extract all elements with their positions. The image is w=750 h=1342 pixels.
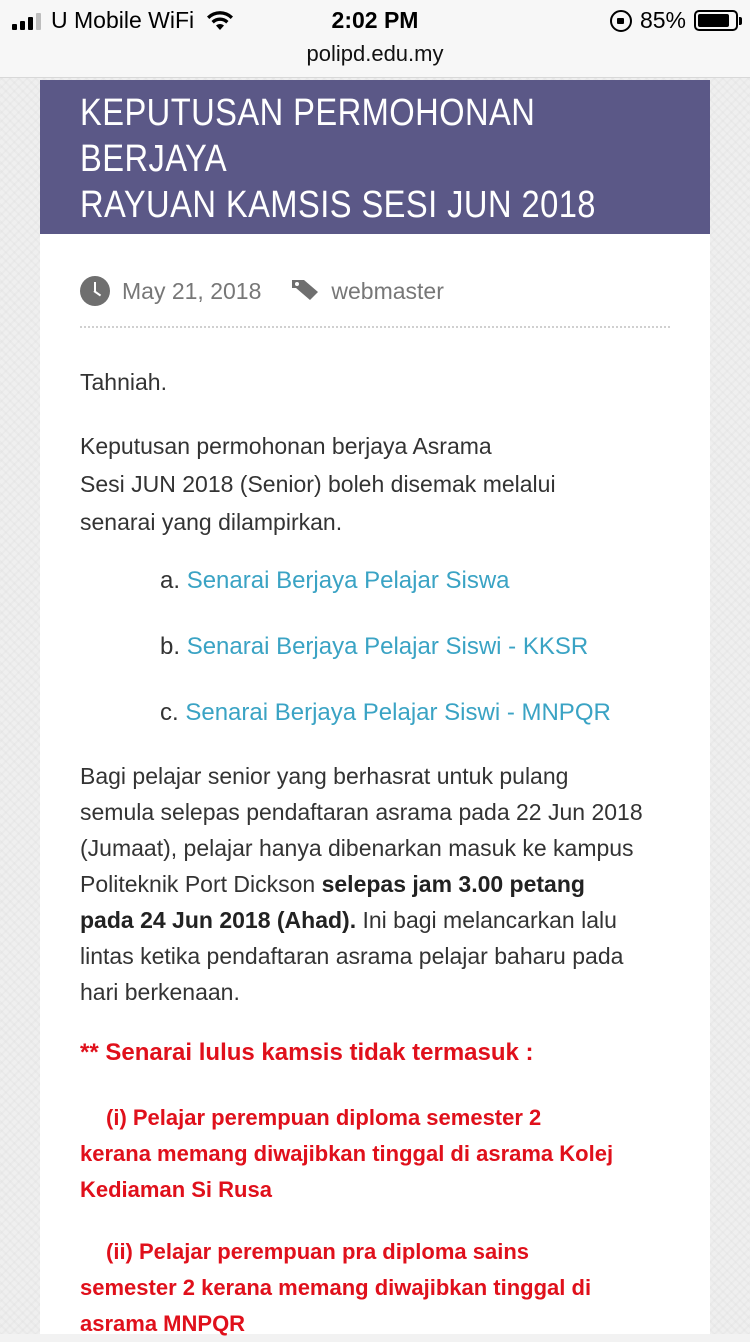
battery-level xyxy=(698,14,729,27)
status-time: 2:02 PM xyxy=(331,7,419,33)
exclusion-item-ii xyxy=(80,1234,680,1342)
exclusion-line: (ii) Pelajar perempuan pra diploma sains xyxy=(106,1239,530,1264)
notice-line: lintas ketika pendaftaran asrama pelajar baharu pada xyxy=(80,943,624,969)
list-marker: b. xyxy=(160,633,181,660)
intro-line: senarai yang dilampirkan. xyxy=(80,509,343,535)
exclusion-line: kerana memang diwajibkan tinggal di asrama Kolej xyxy=(80,1141,614,1166)
status-bar xyxy=(0,0,750,40)
carrier-name: U Mobile WiFi xyxy=(51,7,195,33)
article-card xyxy=(40,234,710,1334)
notice-line: semula selepas pendaftaran asrama pada 22 Jun 2018 xyxy=(80,799,643,825)
notice-emphasis: pada 24 Jun 2018 (Ahad). xyxy=(80,907,357,933)
exclusion-line: asrama MNPQR xyxy=(80,1311,246,1336)
exclusion-line: (i) Pelajar perempuan diploma semester 2 xyxy=(106,1105,542,1130)
greeting-text: Tahniah. xyxy=(80,369,167,395)
link-senarai-siswa[interactable]: Senarai Berjaya Pelajar Siswa xyxy=(186,567,510,594)
post-author[interactable]: webmaster xyxy=(331,278,444,304)
intro-line: Keputusan permohonan berjaya Asrama xyxy=(80,433,492,459)
exclusion-line: semester 2 kerana memang diwajibkan tinggal di xyxy=(80,1275,592,1300)
notice-paragraph xyxy=(80,758,680,1010)
notice-emphasis: selepas jam 3.00 petang xyxy=(321,871,585,897)
battery-icon xyxy=(694,10,738,31)
url-bar[interactable] xyxy=(0,40,750,78)
notice-line: Politeknik Port Dickson selepas jam 3.00 petang xyxy=(80,871,585,897)
list-item xyxy=(160,699,611,727)
post-meta xyxy=(80,274,670,328)
link-senarai-siswi-mnpqr[interactable]: Senarai Berjaya Pelajar Siswi - MNPQR xyxy=(185,699,611,726)
intro-paragraph xyxy=(80,427,680,541)
link-senarai-siswi-kksr[interactable]: Senarai Berjaya Pelajar Siswi - KKSR xyxy=(186,633,589,660)
list-item xyxy=(160,567,510,595)
list-marker: c. xyxy=(160,699,179,726)
title-line: RAYUAN KAMSIS SESI JUN 2018 xyxy=(80,184,596,226)
notice-line: (Jumaat), pelajar hanya dibenarkan masuk ke kampus xyxy=(80,835,634,861)
clock-icon xyxy=(80,276,110,306)
post-date: May 21, 2018 xyxy=(122,278,262,304)
status-right xyxy=(610,7,738,34)
url-text[interactable]: polipd.edu.my xyxy=(306,41,444,66)
title-line: KEPUTUSAN PERMOHONAN BERJAYA xyxy=(80,92,536,180)
battery-percent: 85% xyxy=(639,7,686,33)
list-item xyxy=(160,633,588,661)
exclusion-line: Kediaman Si Rusa xyxy=(80,1177,272,1202)
exclusion-item-i xyxy=(80,1100,680,1208)
article-title-banner xyxy=(40,80,710,234)
notice-line: pada 24 Jun 2018 (Ahad). Ini bagi melancarkan lalu xyxy=(80,907,617,933)
tag-icon xyxy=(291,278,319,300)
notice-line: Bagi pelajar senior yang berhasrat untuk pulang xyxy=(80,763,569,789)
rotation-lock-icon xyxy=(610,10,632,32)
exclusion-heading: ** Senarai lulus kamsis tidak termasuk : xyxy=(80,1039,534,1066)
intro-line: Sesi JUN 2018 (Senior) boleh disemak melalui xyxy=(80,471,556,497)
list-marker: a. xyxy=(160,567,181,594)
notice-line: hari berkenaan. xyxy=(80,979,240,1005)
